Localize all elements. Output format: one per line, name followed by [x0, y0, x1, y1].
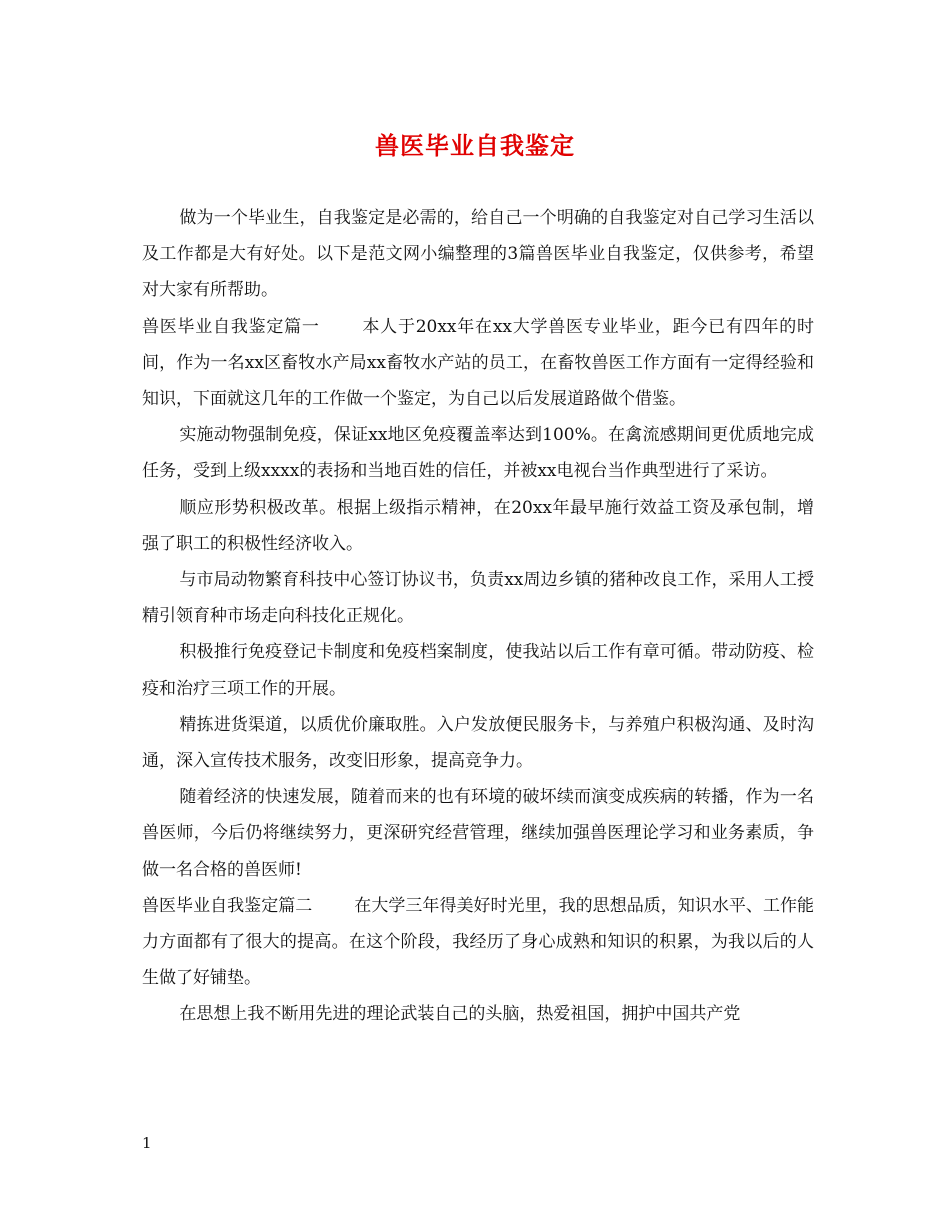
- section-heading-two: 兽医毕业自我鉴定篇二: [142, 895, 313, 916]
- paragraph-development: 随着经济的快速发展，随着而来的也有环境的破坏续而演变成疾病的转播，作为一名兽医师，今后仍将继续努力，更深研究经营管理，继续加强兽医理论学习和业务素质，争做一名合格的兽医师!: [142, 787, 814, 880]
- section-heading-one: 兽医毕业自我鉴定篇一: [142, 316, 320, 337]
- paragraph-section-one: [142, 309, 814, 418]
- paragraph-registration: 积极推行免疫登记卡制度和免疫档案制度，使我站以后工作有章可循。带动防疫、检疫和治疗三项工作的开展。: [142, 642, 814, 699]
- document-body: [142, 200, 814, 1033]
- section-two-text: 在大学三年得美好时光里，我的思想品质，知识水平、工作能力方面都有了很大的提高。在这个阶段，我经历了身心成熟和知识的积累，为我以后的人生做了好铺垫。: [142, 895, 815, 989]
- page-number: 1: [142, 1134, 152, 1152]
- paragraph-ideology: 在思想上我不断用先进的理论武装自己的头脑，热爱祖国，拥护中国共产党: [179, 1004, 741, 1025]
- paragraph-section-two: [142, 888, 814, 997]
- paragraph-immunization: 实施动物强制免疫，保证xx地区免疫覆盖率达到100%。在禽流感期间更优质地完成任务，受到上级xxxx的表扬和当地百姓的信任，并被xx电视台当作典型进行了采访。: [142, 425, 814, 482]
- document-title: 兽医毕业自我鉴定: [375, 131, 575, 160]
- paragraph-intro: 做为一个毕业生，自我鉴定是必需的，给自己一个明确的自我鉴定对自己学习生活以及工作都是大有好处。以下是范文网小编整理的3篇兽医毕业自我鉴定，仅供参考，希望对大家有所帮助。: [142, 208, 814, 301]
- paragraph-procurement: 精拣进货渠道，以质优价廉取胜。入户发放便民服务卡，与养殖户积极沟通、及时沟通，深入宣传技术服务，改变旧形象，提高竞争力。: [142, 714, 814, 772]
- section-one-text: 本人于20xx年在xx大学兽医专业毕业，距今已有四年的时间，作为一名xx区畜牧水产局xx畜牧水产站的员工，在畜牧兽医工作方面有一定得经验和知识，下面就这几年的工作做一个鉴定，为自己以后发展道路做个借鉴。: [142, 316, 815, 410]
- paragraph-breeding: 与市局动物繁育科技中心签订协议书，负责xx周边乡镇的猪种改良工作，采用人工授精引领育种市场走向科技化正规化。: [142, 570, 814, 627]
- paragraph-reform: 顺应形势积极改革。根据上级指示精神，在20xx年最早施行效益工资及承包制，增强了职工的积极性经济收入。: [142, 497, 814, 554]
